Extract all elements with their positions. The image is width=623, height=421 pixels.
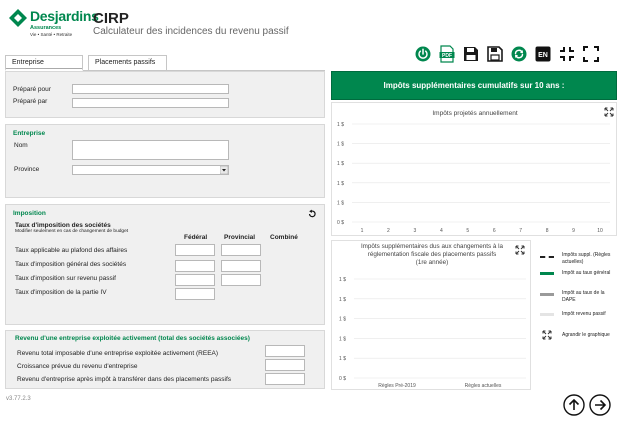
rate-row-label: Taux d'imposition général des sociétés: [15, 261, 127, 268]
collapse-icon: [559, 46, 575, 62]
active-business-panel: [5, 330, 325, 389]
desjardins-logo-icon: [8, 8, 28, 28]
chart2-subtitle: (1re année): [415, 259, 449, 267]
enlarge-chart1-icon[interactable]: [604, 107, 614, 117]
rate-provincial-input-1[interactable]: [221, 244, 261, 256]
brand-name: Desjardins: [30, 8, 99, 24]
language-label: EN: [538, 52, 548, 59]
chart2-x-tick: Règles actuelles: [464, 383, 502, 389]
tab-entreprise[interactable]: [5, 55, 83, 71]
reset-icon[interactable]: [307, 209, 317, 219]
chart1-x-tick: 7: [519, 228, 523, 234]
chart2-y-tick: 1 $: [339, 316, 346, 323]
annual-taxes-chart: [331, 102, 617, 236]
chart1-y-tick: 1 $: [337, 200, 344, 207]
chart1-y-tick: 0 $: [337, 220, 344, 226]
company-header: Entreprise: [13, 130, 46, 137]
additional-taxes-chart: [331, 240, 531, 390]
province-label: Province: [14, 166, 40, 173]
rate-federal-input-3[interactable]: [175, 274, 215, 286]
company-name-input[interactable]: [72, 140, 229, 160]
rate-federal-input-4[interactable]: [175, 288, 215, 300]
expand-icon: [583, 46, 599, 62]
rates-title: Taux d'imposition des sociétés: [15, 222, 111, 229]
active-business-header: Revenu d'une entreprise exploitée activement (total des sociétés associées): [15, 335, 250, 342]
taxation-header: Imposition: [13, 210, 46, 217]
taxation-panel: [5, 204, 325, 325]
chevron-down-icon: [220, 166, 228, 174]
company-panel: [5, 124, 325, 198]
save-as-button[interactable]: [485, 44, 505, 64]
power-button[interactable]: [413, 44, 433, 64]
reea-input[interactable]: [265, 345, 305, 357]
desjardins-logo: [8, 8, 98, 42]
brand-tag: Vie • Santé • Retraite: [30, 32, 73, 37]
rate-provincial-input-3[interactable]: [221, 274, 261, 286]
growth-input[interactable]: [265, 359, 305, 371]
tab-placements-passifs-label: Placements passifs: [95, 59, 156, 66]
legend-item: Impôt revenu passif: [562, 311, 606, 317]
annual-taxes-chart-svg: [332, 103, 618, 237]
enlarge-chart2-icon[interactable]: [515, 245, 525, 255]
refresh-button[interactable]: [509, 44, 529, 64]
refresh-icon: [511, 46, 527, 62]
brand-sub: Assurances: [30, 25, 62, 31]
business-row-label: Croissance prévue du revenu d'entreprise: [17, 363, 138, 370]
chart1-x-tick: 3: [413, 228, 417, 234]
up-arrow-button[interactable]: [563, 394, 585, 416]
version-label: v3.77.2.3: [6, 396, 31, 402]
next-arrow-button[interactable]: [589, 394, 611, 416]
chart1-title: Impôts projetés annuellement: [432, 110, 518, 117]
transfer-input[interactable]: [265, 373, 305, 385]
col-federal: Fédéral: [184, 234, 208, 241]
col-provincial: Provincial: [224, 234, 256, 241]
chart1-y-tick: 1 $: [337, 180, 344, 187]
chart2-y-tick: 1 $: [339, 356, 346, 363]
chart1-y-tick: 1 $: [337, 122, 344, 128]
chart2-y-tick: 1 $: [339, 277, 346, 283]
collapse-button[interactable]: [557, 44, 577, 64]
rate-row-label: Taux applicable au plafond des affaires: [15, 247, 128, 254]
chart2-y-tick: 1 $: [339, 296, 346, 303]
chart-legend: [536, 250, 618, 345]
legend-swatch: [540, 293, 554, 296]
legend-swatch: [540, 272, 554, 275]
legend-item: Impôt au taux général: [562, 270, 611, 276]
chart2-x-tick: Règles Pré-2019: [378, 383, 416, 389]
chart1-y-tick: 1 $: [337, 141, 344, 148]
chart1-x-tick: 10: [597, 228, 603, 234]
language-icon: [535, 46, 551, 62]
rate-federal-input-2[interactable]: [175, 260, 215, 272]
enlarge-chart-label: Agrandir le graphique: [562, 332, 610, 338]
tab-entreprise-label: Entreprise: [12, 59, 44, 66]
summary-bar: Impôts supplémentaires cumulatifs sur 10 ans :: [331, 71, 617, 100]
rate-row-label: Taux d'imposition de la partie IV: [15, 289, 107, 296]
chart1-x-tick: 5: [466, 228, 470, 234]
rate-federal-input-1[interactable]: [175, 244, 215, 256]
save-as-icon: [487, 46, 503, 62]
prepared-by-input[interactable]: [72, 98, 229, 108]
power-icon: [415, 46, 431, 62]
chart1-y-tick: 1 $: [337, 161, 344, 168]
chart2-title: Impôts supplémentaires dus aux changements à la réglementation fiscale des placements passifs: [360, 243, 504, 259]
chart1-x-tick: 9: [572, 228, 575, 234]
save-icon: [463, 46, 479, 62]
col-combined: Combiné: [270, 234, 298, 241]
business-row-label: Revenu d'entreprise après impôt à transférer dans des placements passifs: [17, 376, 232, 383]
pdf-label: PDF: [442, 53, 452, 59]
chart1-x-tick: 4: [439, 228, 443, 234]
app-title: CIRP: [93, 10, 129, 27]
rates-note: Modifier seulement en cas de changement de budget: [15, 229, 129, 234]
prepared-for-input[interactable]: [72, 84, 229, 94]
app-subtitle: Calculateur des incidences du revenu passif: [93, 26, 289, 37]
prepared-by-label: Préparé par: [13, 98, 48, 105]
prepared-for-label: Préparé pour: [13, 86, 51, 93]
chart2-y-tick: 0 $: [339, 376, 346, 382]
company-name-label: Nom: [14, 142, 28, 149]
legend-swatch: [540, 313, 554, 316]
tab-placements-passifs[interactable]: [88, 55, 167, 71]
province-select[interactable]: [72, 165, 229, 175]
language-button[interactable]: [533, 44, 553, 64]
pdf-icon: [439, 45, 455, 63]
prepared-panel: [5, 71, 325, 118]
save-button[interactable]: [461, 44, 481, 64]
chart2-y-tick: 1 $: [339, 336, 346, 343]
chart1-x-tick: 6: [492, 228, 496, 234]
chart1-x-tick: 8: [545, 228, 549, 234]
legend-swatch: [540, 256, 554, 258]
toolbar: [413, 44, 601, 64]
legend-item: Impôts suppl. (Règles actuelles): [562, 252, 611, 265]
additional-taxes-chart-svg: [332, 241, 532, 391]
rate-row-label: Taux d'imposition sur revenu passif: [15, 275, 116, 282]
legend-item: Impôt au taux de la DAPE: [562, 290, 605, 303]
expand-button[interactable]: [581, 44, 601, 64]
enlarge-icon: [542, 330, 552, 340]
chart1-x-tick: 1: [360, 228, 364, 234]
pdf-button[interactable]: [437, 44, 457, 64]
rate-provincial-input-2[interactable]: [221, 260, 261, 272]
chart1-x-tick: 2: [387, 228, 390, 234]
business-row-label: Revenu total imposable d'une entreprise exploitée activement (REEA): [17, 350, 219, 357]
